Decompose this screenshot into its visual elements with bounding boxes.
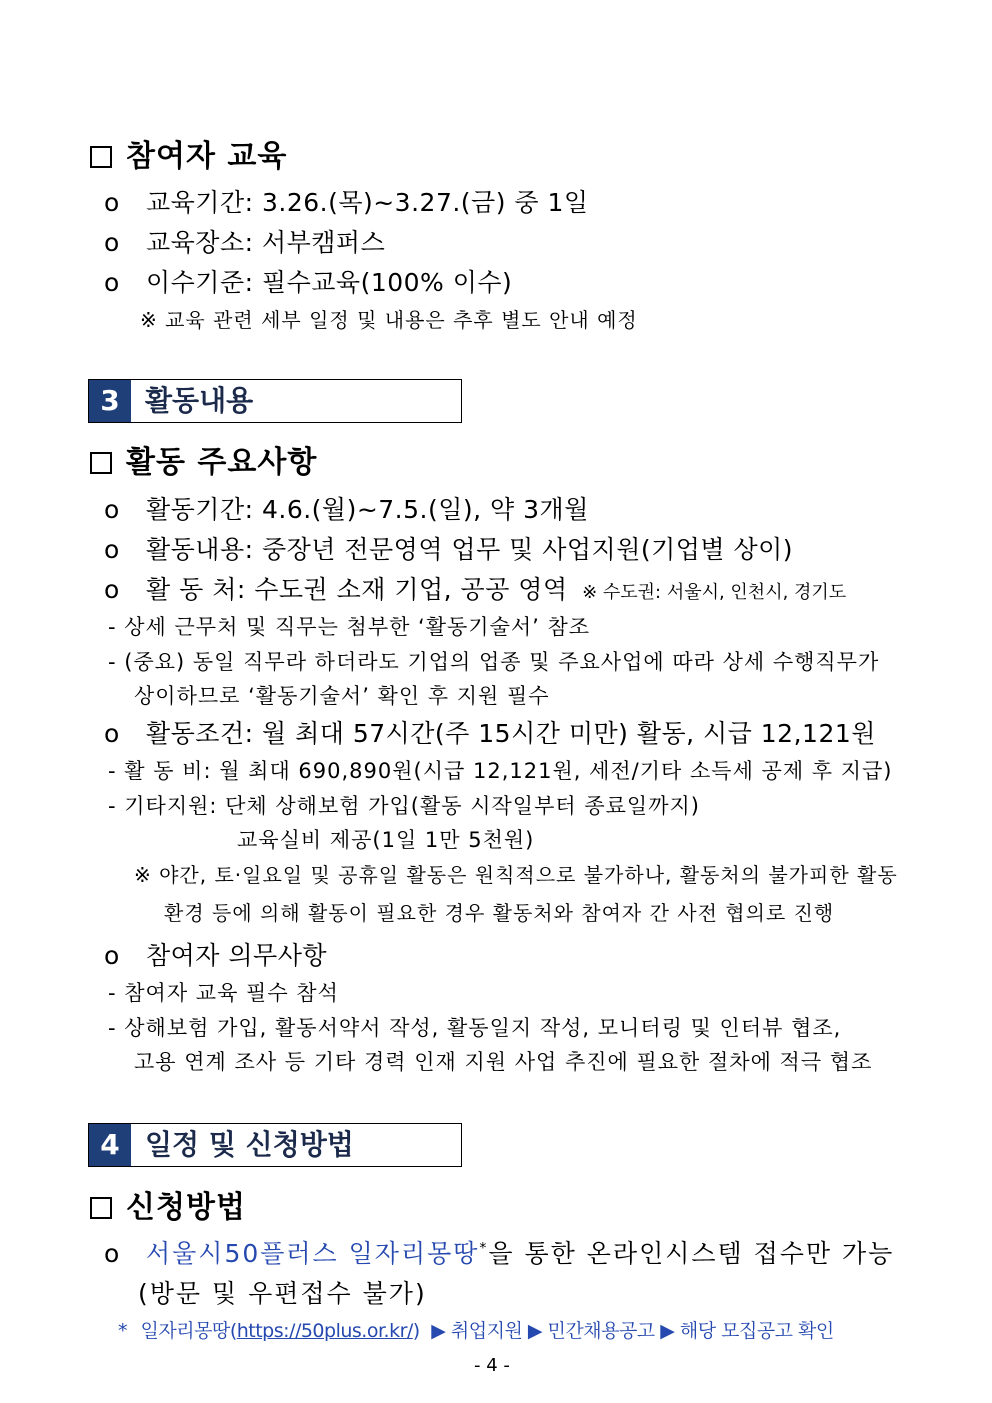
section-title: 일정 및 신청방법 — [145, 1128, 354, 1161]
section-4-header — [88, 1123, 462, 1167]
seoul50plus-link-text[interactable]: 서울시50플러스 일자리몽땅 — [146, 1239, 480, 1268]
apply-method-item: o 서울시50플러스 일자리몽땅*을 통한 온라인시스템 접수만 가능 — [104, 1239, 895, 1268]
url-link[interactable]: https://50plus.or.kr/ — [236, 1320, 413, 1342]
edu-note: ※ 교육 관련 세부 일정 및 내용은 추후 별도 안내 예정 — [140, 308, 638, 332]
other-support-1: - 기타지원: 단체 상해보험 가입(활동 시작일부터 종료일까지) — [108, 794, 700, 818]
activity-place-item: o 활 동 처: 수도권 소재 기업, 공공 영역 ※ 수도권: 서울시, 인천시, 경기도 — [104, 575, 847, 604]
checkbox-square-icon — [90, 1197, 112, 1219]
place-sub-note-2a: - (중요) 동일 직무라 하더라도 기업의 업종 및 주요사업에 따라 상세 수행직무가 — [108, 650, 880, 674]
section-number-badge: 3 — [89, 380, 131, 422]
edu-place-item: o 교육장소: 서부캠퍼스 — [104, 228, 386, 257]
apply-footnote: * 일자리몽땅(https://50plus.or.kr/) ▶ 취업지원 ▶ 민간채용공고 ▶ 해당 모집공고 확인 — [118, 1320, 834, 1342]
duty-sub-2b: 고용 연계 조사 등 기타 경력 인재 지원 사업 추진에 필요한 절차에 적극 협조 — [134, 1050, 873, 1074]
other-support-2: 교육실비 제공(1일 1만 5천원) — [237, 828, 535, 852]
checkbox-square-icon — [90, 146, 112, 168]
activity-condition-item: o 활동조건: 월 최대 57시간(주 15시간 미만) 활동, 시급 12,121원 — [104, 719, 876, 748]
duty-sub-1: - 참여자 교육 필수 참석 — [108, 981, 339, 1005]
participant-education-heading: 참여자 교육 — [90, 131, 287, 175]
activity-period-item: o 활동기간: 4.6.(월)~7.5.(일), 약 3개월 — [104, 495, 589, 524]
night-note-2: 환경 등에 의해 활동이 필요한 경우 활동처와 참여자 간 사전 협의로 진행 — [164, 901, 835, 925]
place-sub-note-1: - 상세 근무처 및 직무는 첨부한 ‘활동기술서’ 참조 — [108, 615, 591, 639]
activity-cost: - 활 동 비: 월 최대 690,890원(시급 12,121원, 세전/기타 소득세 공제 후 지급) — [108, 759, 893, 783]
checkbox-square-icon — [90, 452, 112, 474]
capital-area-note: ※ 수도권: 서울시, 인천시, 경기도 — [582, 582, 847, 603]
apply-method-item-cont: (방문 및 우편접수 불가) — [138, 1279, 427, 1308]
section-title: 활동내용 — [145, 384, 254, 417]
duty-sub-2a: - 상해보험 가입, 활동서약서 작성, 활동일지 작성, 모니터링 및 인터뷰 협조, — [108, 1016, 842, 1040]
night-note-1: ※ 야간, 토·일요일 및 공휴일 활동은 원칙적으로 불가하나, 활동처의 불가피한 활동 — [134, 863, 898, 887]
apply-method-heading: 신청방법 — [90, 1182, 246, 1226]
edu-criteria-item: o 이수기준: 필수교육(100% 이수) — [104, 268, 513, 297]
section-3-header — [88, 379, 462, 423]
page-number: - 4 - — [474, 1355, 510, 1376]
activity-content-item: o 활동내용: 중장년 전문영역 업무 및 사업지원(기업별 상이) — [104, 535, 794, 564]
activity-main-heading: 활동 주요사항 — [90, 437, 317, 481]
place-sub-note-2b: 상이하므로 ‘활동기술서’ 확인 후 지원 필수 — [134, 684, 550, 708]
participant-duty-item: o 참여자 의무사항 — [104, 941, 327, 970]
section-number-badge: 4 — [89, 1124, 131, 1166]
edu-period-item: o 교육기간: 3.26.(목)~3.27.(금) 중 1일 — [104, 188, 589, 217]
